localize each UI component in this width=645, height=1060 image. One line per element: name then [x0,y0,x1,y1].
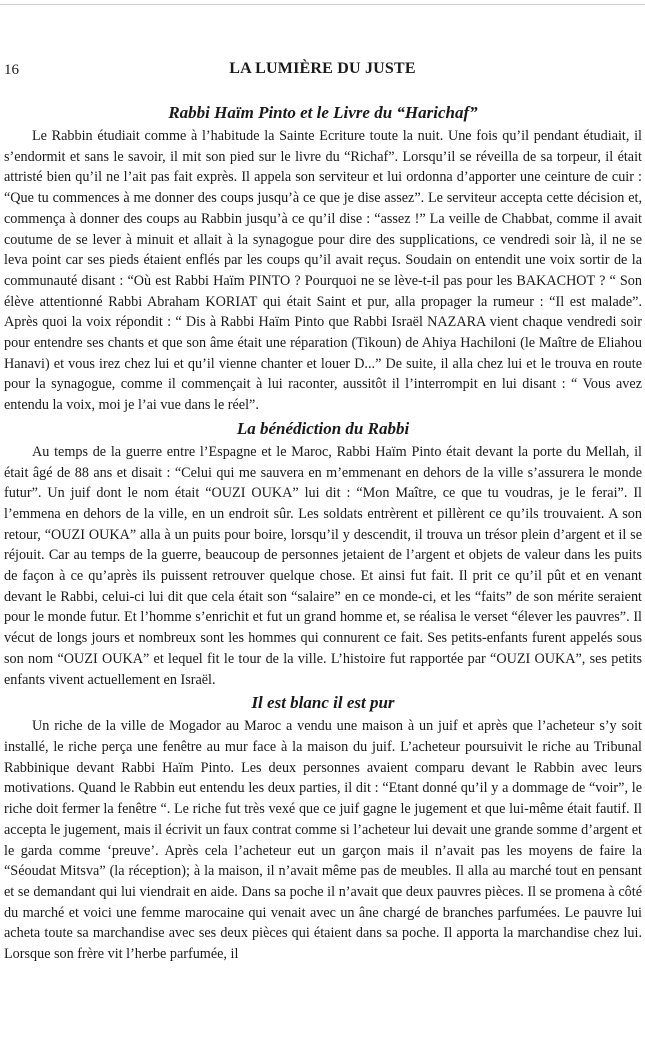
section-text-blanc-pur: Un riche de la ville de Mogador au Maroc a vendu une maison à un juif et après que l’acheteur s’y soit installé, le riche perça une fenêtre au mur face à la maison du juif. L’acheteur poursuivit le riche au Tribunal Rabbinique devant Rabbi Haïm Pinto. Les deux personnes avaient comparu devant le Rabbin avec leurs motivations. Quand le Rabbin eut entendu les deux parties, il dit : “Etant donné qu’il y a dommage de “voir”, le riche doit fermer la fenêtre “. Le riche fut très vexé que ce juif gagne le jugement et que lui-même était fautif. Il accepta le jugement, mais il écrivit un faux contrat comme si l’acheteur lui devait une grande somme d’argent et le garda comme ‘preuve’. Après cela l’acheteur eut un garçon mais il n’avait pas les moyens de faire la “Séoudat Mitsva” (la réception); à la maison, il n’avait même pas de meubles. Il alla au marché tout en pensant et se demandant qui lui viendrait en aide. Dans sa poche il n’avait que deux pauvres pièces. Il se promena à côté du marché et voici une femme marocaine qui venait avec un âne chargé de branches parfumées. Le pauvre lui acheta toute sa marchandise avec ses deux pièces qui étaient dans sa poche. Il apporta la marchandise chez lui. Lorsque son frère vit l’herbe parfumée, il [4,718,642,963]
top-divider [0,4,645,5]
page-body [4,100,642,965]
section-title-blanc-pur: Il est blanc il est pur [251,693,395,713]
section-text-benediction: Au temps de la guerre entre l’Espagne et le Maroc, Rabbi Haïm Pinto était devant la porte du Mellah, il était âgé de 88 ans et disait : “Celui qui me sauvera en m’emmenant en dehors de la ville s’assurera le monde futur”. Un juif dont le nom était “OUZI OUKA” lui dit : “Mon Maître, ce que tu voudras, je le ferai”. Il l’emmena en dehors de la ville, en un endroit sûr. Les soldats entrèrent et pillèrent ce qu’ils trouvaient. A son retour, “OUZI OUKA” alla à un puits pour boire, lorsqu’il y descendit, il trouva un trésor plein d’argent et il se réjouit. Car au temps de la guerre, beaucoup de personnes jetaient de l’argent et objets de valeur dans les puits de façon à ce qu’après ils puissent retrouver quelque chose. Et ainsi fut fait. Il prit ce qu’il pût et en venant devant le Rabbi, celui-ci lui dit que cela était son “salaire” en ce monde-ci, et les “faits” de son mérite seraient pour le monde futur. Et l’homme s’enrichit et fut un grand homme et, se réalisa le verset “élever les pauvres”. Il vécut de longs jours et nombreux sont les hommes qui connurent ce fait. Ses petits-enfants furent appelés sous son nom “OUZI OUKA” et lequel fit le tour de la ville. L’histoire fut rapportée par “OUZI OUKA”, ses petits enfants vivent actuellement en Israël. [4,443,642,688]
running-title: LA LUMIÈRE DU JUSTE [229,60,416,77]
section-title-harichaf: Rabbi Haïm Pinto et le Livre du “Harichaf” [168,103,478,122]
section-title-benediction: La bénédiction du Rabbi [236,418,410,438]
section-text-harichaf: Le Rabbin étudiait comme à l’habitude la Sainte Ecriture toute la nuit. Une fois qu’il pendant étudiait, il s’endormit et sans le savoir, il mit son pied sur le livre du “Richaf”. Lorsqu’il se réveilla de sa torpeur, il était attristé bien qu’il ne l’ait pas fait exprès. Il appela son serviteur et lui ordonna d’apporter une ceinture de cuir : “Que tu commences à me donner des coups jusqu’à ce que je dise assez”. Le serviteur accepta cette décision et, commença à donner des coups au Rabbin jusqu’à ce qu’il dise : “assez !” La veille de Chabbat, comme il avait coutume de se lever à minuit et allait à la synagogue pour dire des supplications, ce vendredi soir là, il ne se leva point car ses pieds étaient enflés par les coups qu’il avait reçus. Soudain on entendit une voix sortir de la communauté disant : “Où est Rabbi Haïm PINTO ? Pourquoi ne se lève-t-il pas pour les BAKACHOT ? “ Son élève attentionné Rabbi Abraham KORIAT qui était Saint et pur, alla propager la rumeur : “Il est malade”. Après quoi la voix répondit : “ Dis à Rabbi Haïm Pinto que Rabbi Israël NAZARA vient chaque vendredi soir pour entendre ses chants et que son âme était une réparation (Tikoun) de Ahiya Hachiloni (le Maître de Eliahou Hanavi) et vous irez chez lui et qu’il vienne chanter et louer D...” De suite, il alla chez lui et le trouva en route pour la synagogue, comme il commençait à lui raconter, aussitôt il l’interrompit en lui disant : “ Vous avez entendu la voix, moi je l’ai vue dans le réel”. [4,128,642,414]
page-number: 16 [4,62,19,78]
